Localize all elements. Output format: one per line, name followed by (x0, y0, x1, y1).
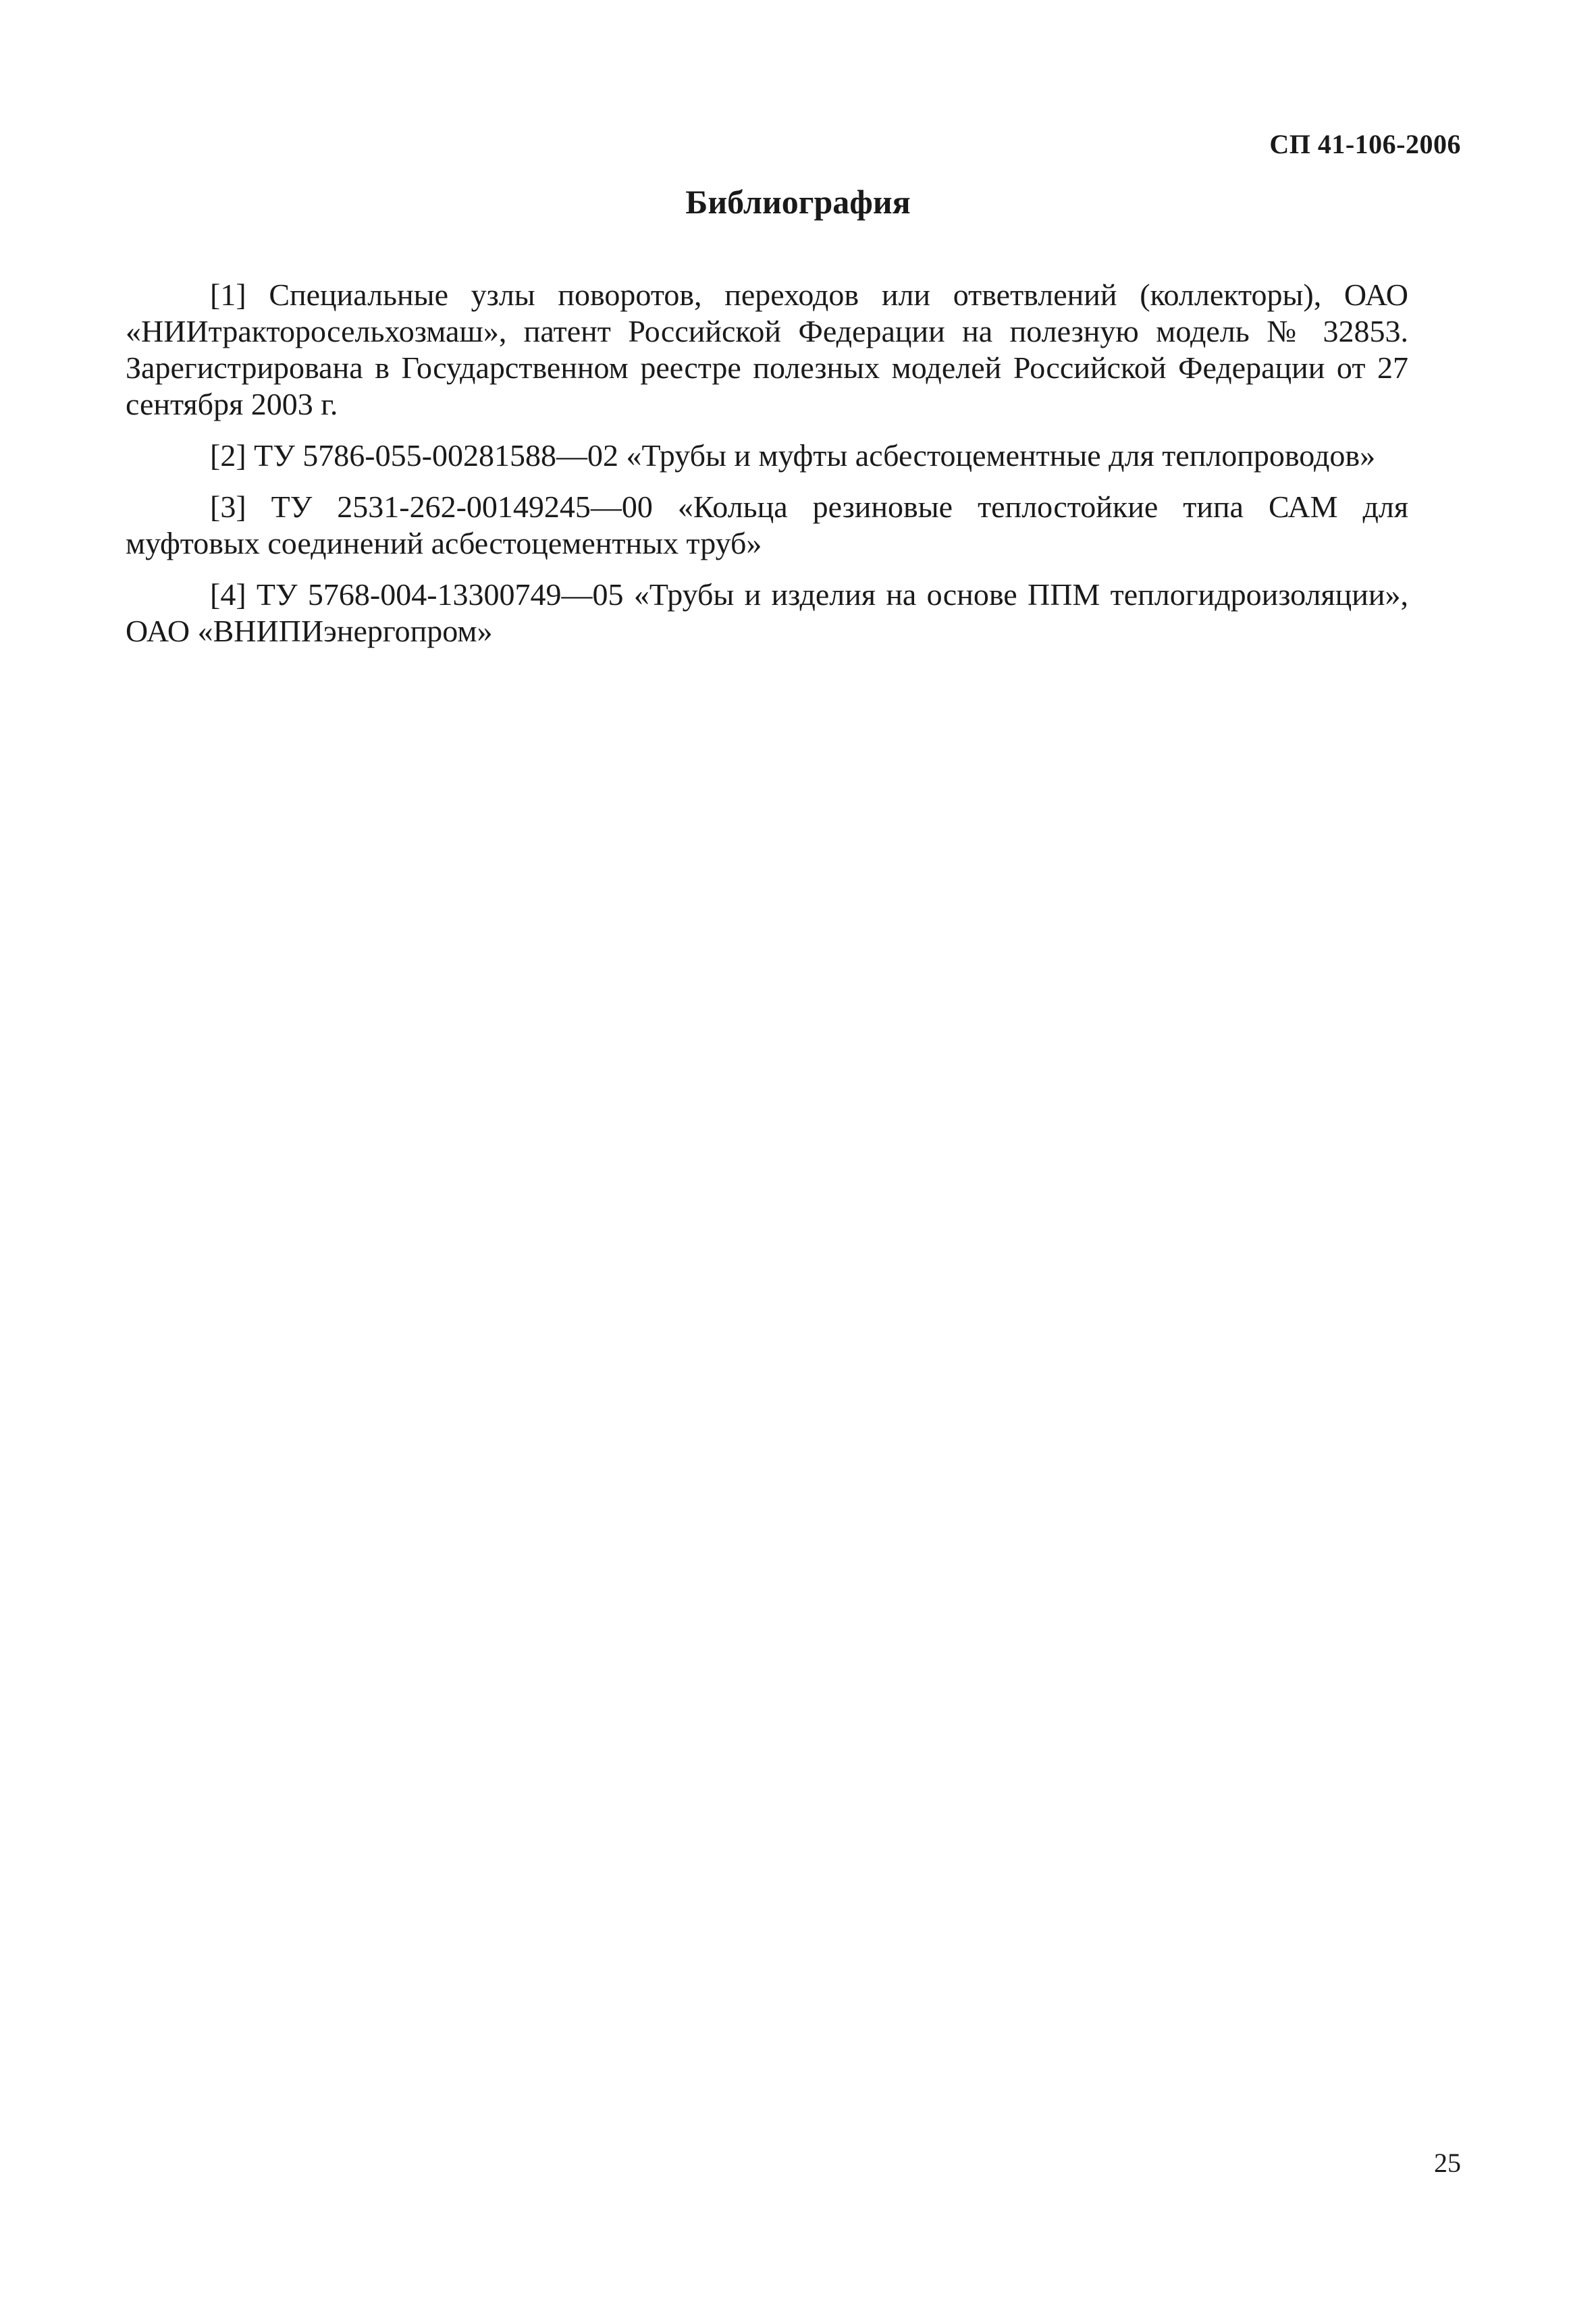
bibliography-entry: [4] ТУ 5768-004-13300749—05 «Трубы и изделия на основе ППМ теплогидроизоляции», ОАО «ВНИПИэнергопром» (126, 577, 1408, 648)
bibliography-entry: [2] ТУ 5786-055-00281588—02 «Трубы и муфты асбестоцементные для теплопроводов» (210, 438, 1376, 473)
page-title: Библиография (685, 183, 911, 221)
page-number: 25 (1434, 2148, 1461, 2178)
document-code: СП 41-106-2006 (1269, 129, 1461, 159)
bibliography-list (126, 277, 1408, 664)
bibliography-entry: [3] ТУ 2531-262-00149245—00 «Кольца резиновые теплостойкие типа САМ для муфтовых соединений асбестоцементных труб» (126, 489, 1408, 560)
bibliography-entry: [1] Специальные узлы поворотов, переходов или ответвлений (коллекторы), ОАО «НИИтракторосельхозмаш», патент Российской Федерации на полезную модель № 32853. Зарегистрирована в Государственном реестре полезных моделей Российской Федерации от 27 сентября 2003 г. (126, 277, 1408, 421)
